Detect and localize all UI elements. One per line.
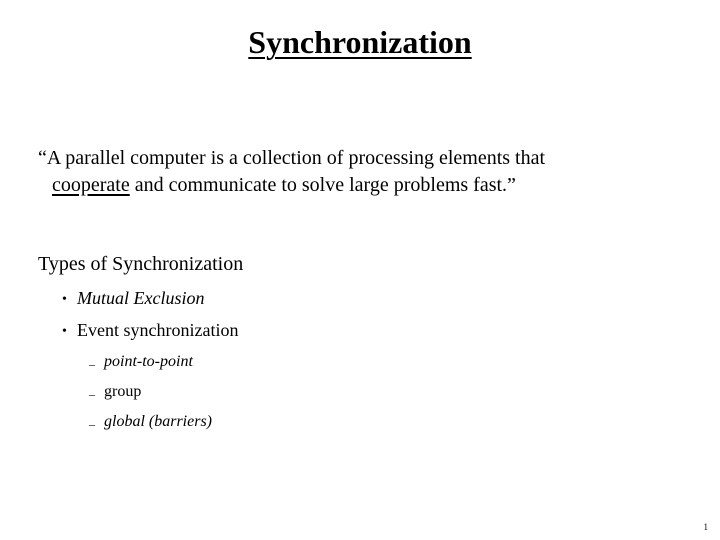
dash-icon: – <box>89 357 95 371</box>
page-number: 1 <box>703 522 708 532</box>
dash-icon: – <box>89 387 95 401</box>
section-heading: Types of Synchronization <box>38 253 244 275</box>
bullet-label: Event synchronization <box>77 320 239 340</box>
dash-icon: – <box>89 417 95 431</box>
bullet-item-mutual-exclusion <box>62 286 204 312</box>
sub-bullet-point-to-point <box>89 351 193 375</box>
quote-line-2 <box>38 172 698 199</box>
sub-bullet-global-barriers <box>89 411 212 435</box>
slide-title: Synchronization <box>248 24 472 60</box>
quote-line-1: “A parallel computer is a collection of processing elements that <box>38 147 546 169</box>
quote-block <box>38 145 698 199</box>
quote-line-2-rest: and communicate to solve large problems fast.” <box>129 174 516 196</box>
sub-bullet-label: group <box>104 383 142 400</box>
sub-bullet-group <box>89 381 141 405</box>
bullet-label: Mutual Exclusion <box>77 288 205 308</box>
bullet-item-event-synchronization <box>62 318 238 344</box>
bullet-dot-icon: • <box>62 324 67 339</box>
sub-bullet-label: point-to-point <box>104 353 193 370</box>
bullet-dot-icon: • <box>62 292 67 307</box>
sub-bullet-label: global (barriers) <box>104 413 212 430</box>
quote-underlined-word: cooperate <box>52 174 130 196</box>
